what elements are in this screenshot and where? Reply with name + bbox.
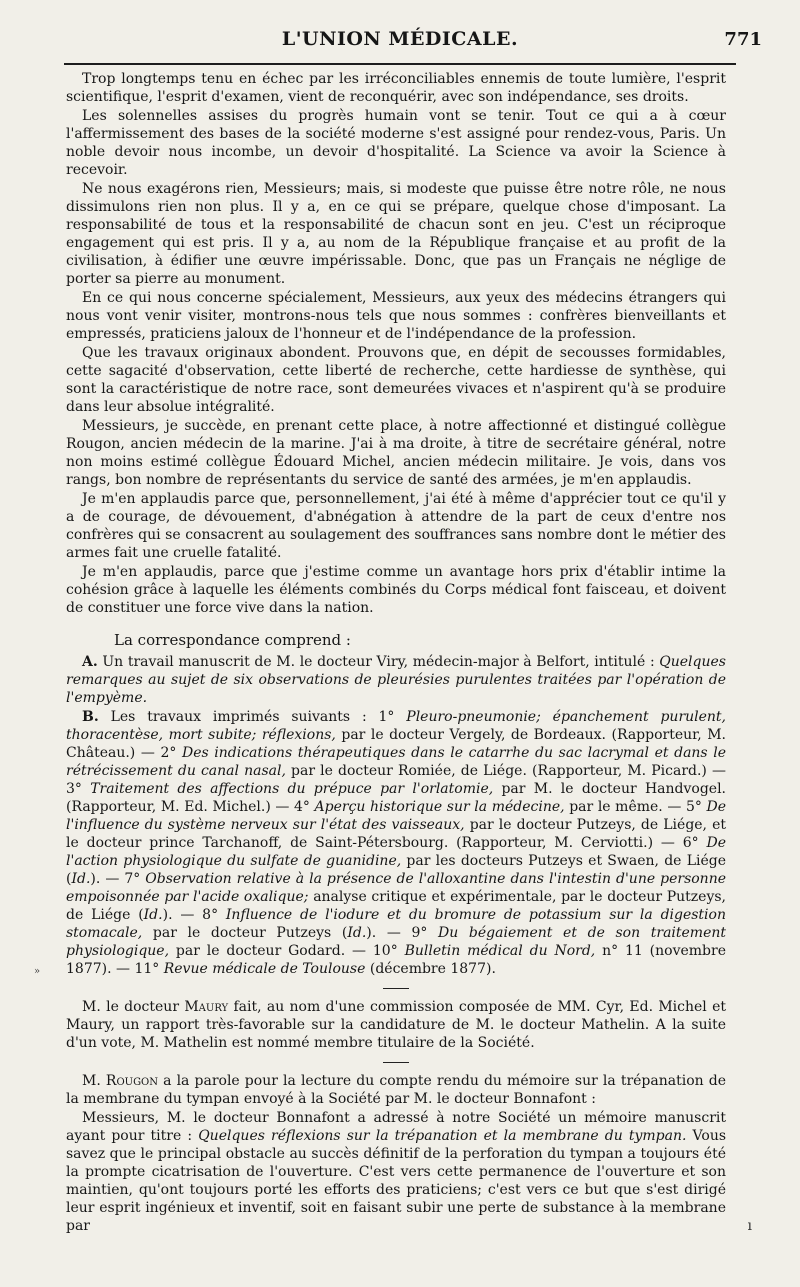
rougon-name: Rougon (105, 1073, 159, 1089)
main-text (66, 70, 726, 1270)
item-b-title-13: Bulletin médical du Nord, (404, 943, 596, 959)
item-b-text-11: par le docteur Putzeys ( (142, 925, 348, 941)
item-b-text-7: par les docteurs Putzeys et Swaen, de Liége ( (66, 853, 726, 887)
paragraph-2: Les solennelles assises du progrès humain vont se tenir. Tout ce qui a à cœur l'affermissement des bases de la société moderne s'est assigné pour rendez-vous, Paris. Un noble devoir nous incombe, un devoir d'hospitalité. La Science va avoir la Science à recevoir. (66, 108, 726, 178)
page-header (0, 0, 800, 60)
item-a-title: Quelques remarques au sujet de six observations de pleurésies purulentes traitées par l'opération de l'empyème. (66, 654, 726, 706)
section-divider-1 (383, 988, 409, 989)
item-b-text-1: Les travaux imprimés suivants : 1° (110, 709, 407, 725)
item-b-text-5: par le même. — 5° (564, 799, 707, 815)
maury-prefix: M. le docteur (82, 999, 185, 1015)
item-b-title-14: Revue médicale de Toulouse (163, 961, 366, 977)
item-b-id-7: Id. (71, 871, 91, 887)
maury-paragraph (66, 998, 726, 1052)
closing-paragraph (66, 1109, 726, 1235)
item-b-text-14: n° 11 (novembre 1877). — 11° (66, 943, 726, 977)
paragraph-5: Que les travaux originaux abondent. Prouvons que, en dépit de secousses formidables, cette sagacité d'observation, cette liberté de recherche, cette hardiesse de synthèse, qui sont la caractéristique de notre race, sont demeurées vivaces et n'aspirent qu'à se produire dans leur absolue intégralité. (66, 345, 726, 415)
rougon-paragraph (66, 1072, 726, 1108)
item-b-title-2: Des indications thérapeutiques dans le catarrhe du sac lacrymal et dans le rétrécissement du canal nasal, (66, 745, 726, 779)
closing-title: Quelques réflexions sur la trépanation et la membrane du tympan. (198, 1128, 687, 1144)
item-b-text-13: par le docteur Godard. — 10° (169, 943, 405, 959)
correspondence-item-b (66, 708, 726, 978)
item-b-text-6: par le docteur Putzeys, de Liége, et le docteur prince Tarchanoff, de Saint-Pétersbourg. (Rapporteur, M. Cerviotti.) — 6° (66, 817, 726, 851)
item-b-text-4: par M. le docteur Handvogel. (Rapporteur, M. Ed. Michel.) — 4° (66, 781, 726, 815)
right-margin-mark: ı (747, 1218, 752, 1234)
item-b-text-15: (décembre 1877). (365, 961, 496, 977)
closing-text-2: Vous savez que le principal obstacle au succès définitif de la perforation du tympan a toujours été la prompte cicatrisation de l'ouverture. C'est vers cette permanence de l'ouverture et son maintien, qu'ont toujours porté les efforts des praticiens; c'est vers ce but que s'est dirigé leur esprit ingénieux et inventif, soit en faisant subir une perte de substance à la membrane par (66, 1128, 726, 1234)
item-b-title-8: Observation relative à la présence de l'alloxantine dans l'intestin d'une personne empoisonnée par l'acide oxalique; (66, 871, 726, 905)
rougon-prefix: M. (82, 1073, 106, 1089)
maury-text: fait, au nom d'une commission composée de MM. Cyr, Ed. Michel et Maury, un rapport très-favorable sur la candidature de M. le docteur Mathelin. A la suite d'un vote, M. Mathelin est nommé membre titulaire de la Société. (66, 999, 726, 1051)
journal-title: L'UNION MÉDICALE. (281, 28, 519, 50)
item-b-title-3: Traitement des affections du prépuce par l'orlatomie, (90, 781, 494, 797)
paragraph-6: Messieurs, je succède, en prenant cette place, à notre affectionné et distingué collègue Rougon, ancien médecin de la marine. J'ai à ma droite, à titre de secrétaire général, notre non moins estimé collègue Édouard Michel, ancien médecin militaire. Je vois, dans vos rangs, bon nombre de représentants du service de santé des armées, je m'en applaudis. (66, 418, 726, 488)
header-rule (64, 63, 736, 65)
item-b-id-9: Id. (143, 907, 163, 923)
item-b-text-3: par le docteur Romiée, de Liége. (Rapporteur, M. Picard.) — 3° (66, 763, 726, 797)
paragraph-1: Trop longtemps tenu en échec par les irréconciliables ennemis de toute lumière, l'esprit scientifique, l'esprit d'examen, vient de reconquérir, avec son indépendance, ses droits. (66, 71, 726, 105)
section-divider-2 (383, 1062, 409, 1063)
item-b-text-8: ). — 7° (90, 871, 146, 887)
item-b-title-1: Pleuro-pneumonie; épanchement purulent, thoracentèse, mort subite; réflexions, (66, 709, 726, 743)
item-b-title-6: De l'action physiologique du sulfate de guanidine, (66, 835, 726, 869)
closing-text-1: Messieurs, M. le docteur Bonnafont a adressé à notre Société un mémoire manuscrit ayant pour titre : (66, 1110, 726, 1144)
paragraph-8: Je m'en applaudis, parce que j'estime comme un avantage hors prix d'établir intime la cohésion grâce à laquelle les éléments combinés du Corps médical font faisceau, et doivent de constituer une force vive dans la nation. (66, 564, 726, 616)
item-b-text-9: analyse critique et expérimentale, par le docteur Putzeys, de Liége ( (66, 889, 726, 923)
item-b-title-12: Du bégaiement et de son traitement physiologique, (66, 925, 726, 959)
item-b-text-10: ). — 8° (162, 907, 226, 923)
paragraph-3: Ne nous exagérons rien, Messieurs; mais, si modeste que puisse être notre rôle, ne nous dissimulons rien non plus. Il y a, en ce qui se prépare, quelque chose d'imposant. La responsabilité de tous et la responsabilité de chacun sont en jeu. C'est un réciproque engagement qui est pris. Il y a, au nom de la République française et au profit de la civilisation, à édifier une œuvre impérissable. Donc, que pas un Français ne néglige de porter sa pierre au monument. (66, 181, 726, 287)
item-b-title-5: De l'influence du système nerveux sur l'état des vaisseaux, (66, 799, 726, 833)
item-b-text-12: ). — 9° (366, 925, 439, 941)
item-a-text: Un travail manuscrit de M. le docteur Viry, médecin-major à Belfort, intitulé : (102, 654, 660, 670)
page-number: 771 (724, 29, 762, 50)
item-b-label: B. (82, 709, 99, 725)
paragraph-7: Je m'en applaudis parce que, personnellement, j'ai été à même d'apprécier tout ce qu'il y a de courage, de dévouement, d'abnégation à attendre de la part de ceux d'entre nos confrères qui se consacrent au soulagement des souffrances sans nombre dont le métier des armes fait une cruelle fatalité. (66, 491, 726, 561)
maury-name: Maury (184, 999, 229, 1015)
rougon-text: a la parole pour la lecture du compte rendu du mémoire sur la trépanation de la membrane du tympan envoyé à la Société par M. le docteur Bonnafont : (66, 1073, 726, 1107)
item-b-id-11: Id. (347, 925, 367, 941)
correspondence-heading: La correspondance comprend : (114, 631, 351, 649)
paragraph-4: En ce qui nous concerne spécialement, Messieurs, aux yeux des médecins étrangers qui nous vont venir visiter, montrons-nous tels que nous sommes : confrères bienveillants et empressés, praticiens jaloux de l'honneur et de l'indépendance de la profession. (66, 290, 726, 342)
item-b-text-2: par le docteur Vergely, de Bordeaux. (Rapporteur, M. Château.) — 2° (66, 727, 726, 761)
correspondence-item-a (66, 653, 726, 707)
item-b-title-10: Influence de l'iodure et du bromure de potassium sur la digestion stomacale, (66, 907, 726, 941)
left-margin-mark: » (34, 966, 41, 977)
item-b-title-4: Aperçu historique sur la médecine, (314, 799, 565, 815)
item-a-label: A. (82, 654, 98, 670)
